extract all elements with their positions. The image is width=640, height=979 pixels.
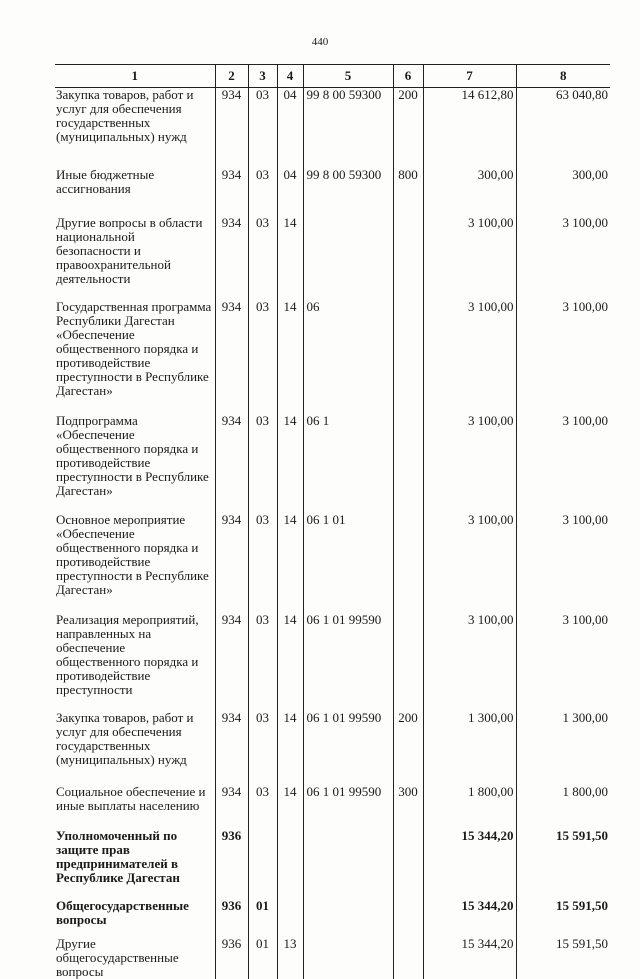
ministry-code: 934: [215, 414, 248, 513]
target-article-code: [303, 829, 393, 899]
target-article-code: 06 1: [303, 414, 393, 513]
ministry-code: 934: [215, 513, 248, 613]
target-article-code: [303, 216, 393, 300]
ministry-code: 936: [215, 899, 248, 937]
table-row: [55, 88, 610, 169]
amount-year-2: 63 040,80: [516, 88, 610, 169]
column-header: 4: [277, 65, 303, 88]
ministry-code: 934: [215, 785, 248, 829]
table-row: [55, 513, 610, 613]
subsection-code: 14: [277, 711, 303, 785]
subsection-code: 14: [277, 785, 303, 829]
section-code: 01: [248, 899, 277, 937]
amount-year-2: 3 100,00: [516, 513, 610, 613]
table-header-row: [55, 65, 610, 88]
expense-type-code: [393, 613, 423, 711]
row-name: Другие общегосударственные вопросы: [55, 937, 215, 979]
section-code: 01: [248, 937, 277, 979]
subsection-code: 14: [277, 414, 303, 513]
table-row: [55, 829, 610, 899]
subsection-code: 14: [277, 513, 303, 613]
amount-year-2: 15 591,50: [516, 829, 610, 899]
table-row: [55, 785, 610, 829]
row-name: Государственная программа Республики Дагестан «Обеспечение общественного порядка и противодействие преступности в Республике Дагестан»: [55, 300, 215, 414]
expense-type-code: [393, 414, 423, 513]
amount-year-1: 15 344,20: [423, 937, 516, 979]
row-name: Закупка товаров, работ и услуг для обеспечения государственных (муниципальных) нужд: [55, 711, 215, 785]
subsection-code: 13: [277, 937, 303, 979]
ministry-code: 934: [215, 168, 248, 216]
ministry-code: 934: [215, 300, 248, 414]
table-row: [55, 937, 610, 979]
target-article-code: 06 1 01 99590: [303, 613, 393, 711]
ministry-code: 936: [215, 829, 248, 899]
expense-type-code: 800: [393, 168, 423, 216]
amount-year-1: 15 344,20: [423, 829, 516, 899]
amount-year-1: 3 100,00: [423, 613, 516, 711]
column-header: 5: [303, 65, 393, 88]
subsection-code: 14: [277, 300, 303, 414]
column-header: 7: [423, 65, 516, 88]
amount-year-1: 3 100,00: [423, 300, 516, 414]
section-code: 03: [248, 613, 277, 711]
section-code: 03: [248, 168, 277, 216]
table-row: [55, 216, 610, 300]
row-name: Другие вопросы в области национальной безопасности и правоохранительной деятельности: [55, 216, 215, 300]
amount-year-1: 1 300,00: [423, 711, 516, 785]
target-article-code: 06 1 01 99590: [303, 785, 393, 829]
amount-year-2: 300,00: [516, 168, 610, 216]
expense-type-code: [393, 513, 423, 613]
row-name: Уполномоченный по защите прав предпринимателей в Республике Дагестан: [55, 829, 215, 899]
target-article-code: 06 1 01: [303, 513, 393, 613]
target-article-code: 06 1 01 99590: [303, 711, 393, 785]
section-code: 03: [248, 88, 277, 169]
column-header: 1: [55, 65, 215, 88]
amount-year-1: 3 100,00: [423, 414, 516, 513]
table-body: [55, 88, 610, 979]
section-code: 03: [248, 785, 277, 829]
amount-year-1: 15 344,20: [423, 899, 516, 937]
budget-table: [55, 64, 610, 979]
row-name: Общегосударственные вопросы: [55, 899, 215, 937]
table-row: [55, 711, 610, 785]
expense-type-code: 200: [393, 711, 423, 785]
column-header: 3: [248, 65, 277, 88]
amount-year-1: 1 800,00: [423, 785, 516, 829]
subsection-code: 14: [277, 613, 303, 711]
expense-type-code: 200: [393, 88, 423, 169]
ministry-code: 934: [215, 88, 248, 169]
section-code: [248, 829, 277, 899]
target-article-code: 99 8 00 59300: [303, 168, 393, 216]
row-name: Подпрограмма «Обеспечение общественного порядка и противодействие преступности в Республике Дагестан»: [55, 414, 215, 513]
amount-year-1: 300,00: [423, 168, 516, 216]
expense-type-code: 300: [393, 785, 423, 829]
column-header: 2: [215, 65, 248, 88]
subsection-code: 14: [277, 216, 303, 300]
amount-year-2: 3 100,00: [516, 414, 610, 513]
subsection-code: 04: [277, 168, 303, 216]
section-code: 03: [248, 300, 277, 414]
column-header: 6: [393, 65, 423, 88]
section-code: 03: [248, 414, 277, 513]
subsection-code: 04: [277, 88, 303, 169]
amount-year-2: 3 100,00: [516, 216, 610, 300]
ministry-code: 936: [215, 937, 248, 979]
amount-year-2: 15 591,50: [516, 937, 610, 979]
table-row: [55, 168, 610, 216]
section-code: 03: [248, 216, 277, 300]
amount-year-2: 1 300,00: [516, 711, 610, 785]
amount-year-2: 3 100,00: [516, 613, 610, 711]
target-article-code: [303, 937, 393, 979]
row-name: Иные бюджетные ассигнования: [55, 168, 215, 216]
row-name: Социальное обеспечение и иные выплаты населению: [55, 785, 215, 829]
page-number: 440: [0, 36, 640, 48]
expense-type-code: [393, 300, 423, 414]
row-name: Закупка товаров, работ и услуг для обеспечения государственных (муниципальных) нужд: [55, 88, 215, 169]
table-row: [55, 300, 610, 414]
table-row: [55, 613, 610, 711]
ministry-code: 934: [215, 613, 248, 711]
target-article-code: 06: [303, 300, 393, 414]
amount-year-1: 14 612,80: [423, 88, 516, 169]
section-code: 03: [248, 711, 277, 785]
column-header: 8: [516, 65, 610, 88]
amount-year-2: 15 591,50: [516, 899, 610, 937]
section-code: 03: [248, 513, 277, 613]
amount-year-1: 3 100,00: [423, 216, 516, 300]
ministry-code: 934: [215, 216, 248, 300]
amount-year-1: 3 100,00: [423, 513, 516, 613]
expense-type-code: [393, 216, 423, 300]
row-name: Основное мероприятие «Обеспечение общественного порядка и противодействие преступности в Республике Дагестан»: [55, 513, 215, 613]
table-row: [55, 414, 610, 513]
subsection-code: [277, 829, 303, 899]
row-name: Реализация мероприятий, направленных на обеспечение общественного порядка и противодействие преступности: [55, 613, 215, 711]
expense-type-code: [393, 937, 423, 979]
expense-type-code: [393, 829, 423, 899]
target-article-code: 99 8 00 59300: [303, 88, 393, 169]
amount-year-2: 1 800,00: [516, 785, 610, 829]
amount-year-2: 3 100,00: [516, 300, 610, 414]
ministry-code: 934: [215, 711, 248, 785]
